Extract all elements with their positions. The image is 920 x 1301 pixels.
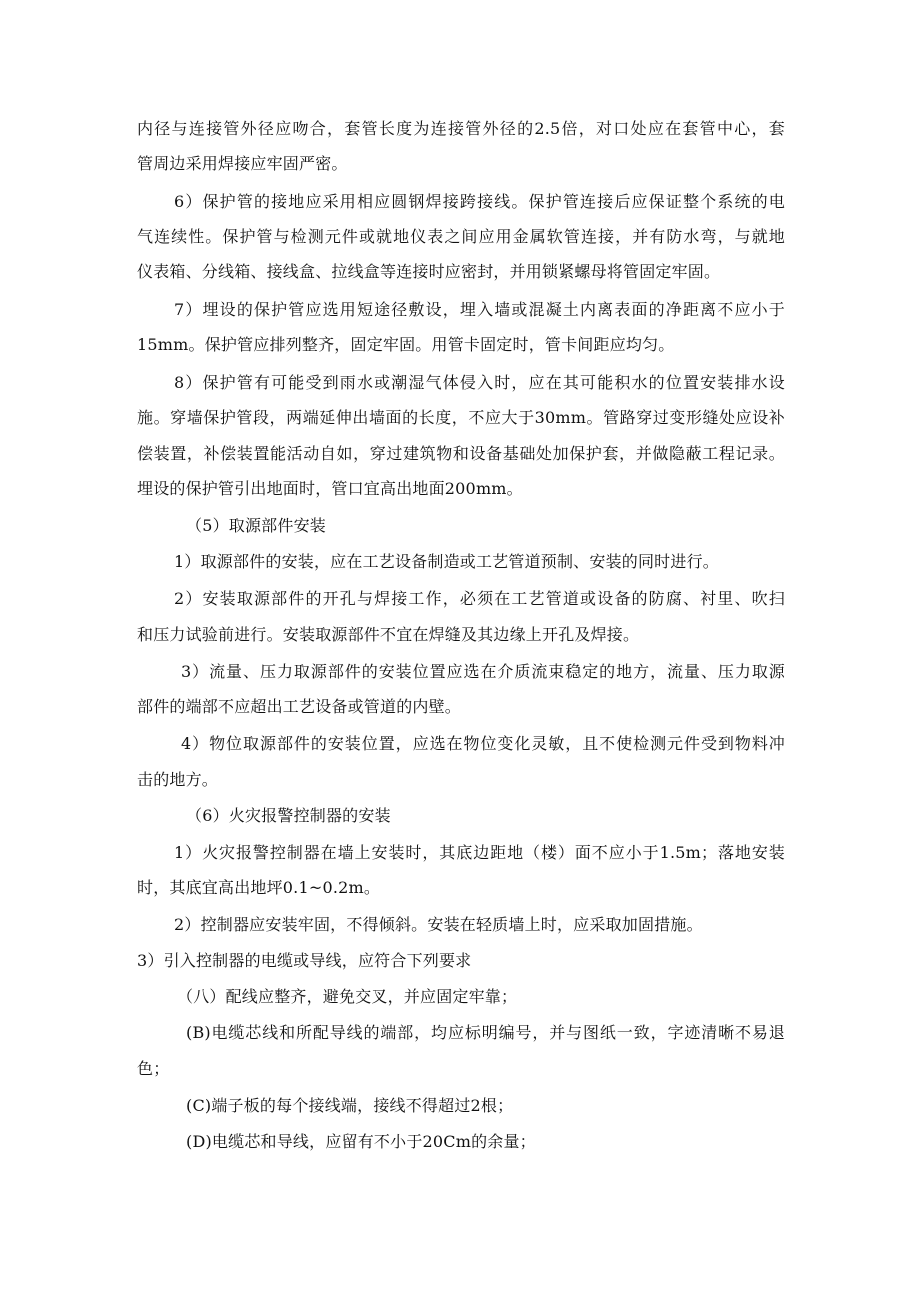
text-line: 时，其底宜高出地坪0.1~0.2m。 <box>137 878 381 897</box>
text-line: 色； <box>137 1059 170 1078</box>
text-line: 1）火灾报警控制器在墙上安装时，其底边距地（楼）面不应小于1.5m；落地安装 <box>174 843 785 862</box>
text-line: 15mm。保护管应排列整齐，固定牢固。用管卡固定时，管卡间距应均匀。 <box>137 335 675 354</box>
text-line: 内径与连接管外径应吻合，套管长度为连接管外径的2.5倍，对口处应在套管中心，套 <box>137 119 785 138</box>
text-line: 4）物位取源部件的安装位置，应选在物位变化灵敏，且不使检测元件受到物料冲 <box>181 734 785 753</box>
text-line: 7）埋设的保护管应选用短途径敷设，埋入墙或混凝土内离表面的净距离不应小于 <box>174 300 785 319</box>
section-heading: （6）火灾报警控制器的安装 <box>186 806 391 825</box>
text-line: 2）控制器应安装牢固，不得倾斜。安装在轻质墙上时，应采取加固措施。 <box>174 915 703 934</box>
text-line: 部件的端部不应超出工艺设备或管道的内壁。 <box>137 697 462 716</box>
text-line: 气连续性。保护管与检测元件或就地仪表之间应用金属软管连接，并有防水弯，与就地 <box>137 227 785 246</box>
list-item: （八）配线应整齐，避免交叉，并应固定牢靠； <box>177 987 518 1006</box>
text-line: 1）取源部件的安装，应在工艺设备制造或工艺管道预制、安装的同时进行。 <box>174 552 719 571</box>
text-line: 3）引入控制器的电缆或导线，应符合下列要求 <box>137 951 472 970</box>
text-line: 偿装置，补偿装置能活动自如，穿过建筑物和设备基础处加保护套，并做隐蔽工程记录。 <box>137 444 785 463</box>
text-line: 8）保护管有可能受到雨水或潮湿气体侵入时，应在其可能积水的位置安装排水设 <box>174 373 785 392</box>
list-item: (D)电缆芯和导线，应留有不小于20Cm的余量； <box>186 1132 536 1151</box>
text-line: 埋设的保护管引出地面时，管口宜高出地面200mm。 <box>137 479 523 498</box>
text-line: 和压力试验前进行。安装取源部件不宜在焊缝及其边缘上开孔及焊接。 <box>137 625 640 644</box>
section-heading: （5）取源部件安装 <box>186 516 326 535</box>
list-item: (B)电缆芯线和所配导线的端部，均应标明编号，并与图纸一致，字迹清晰不易退 <box>186 1023 785 1042</box>
text-line: 击的地方。 <box>137 770 219 789</box>
text-line: 施。穿墙保护管段，两端延伸出墙面的长度，不应大于30mm。管路穿过变形缝处应设补 <box>137 408 785 427</box>
text-line: 3）流量、压力取源部件的安装位置应选在介质流束稳定的地方，流量、压力取源 <box>181 662 785 681</box>
list-item: (C)端子板的每个接线端，接线不得超过2根； <box>186 1096 514 1115</box>
text-line: 2）安装取源部件的开孔与焊接工作，必须在工艺管道或设备的防腐、衬里、吹扫 <box>174 589 785 608</box>
text-line: 管周边采用焊接应牢固严密。 <box>137 154 348 173</box>
text-line: 仪表箱、分线箱、接线盒、拉线盒等连接时应密封，并用锁紧螺母将管固定牢固。 <box>137 262 721 281</box>
text-line: 6）保护管的接地应采用相应圆钢焊接跨接线。保护管连接后应保证整个系统的电 <box>174 192 785 211</box>
